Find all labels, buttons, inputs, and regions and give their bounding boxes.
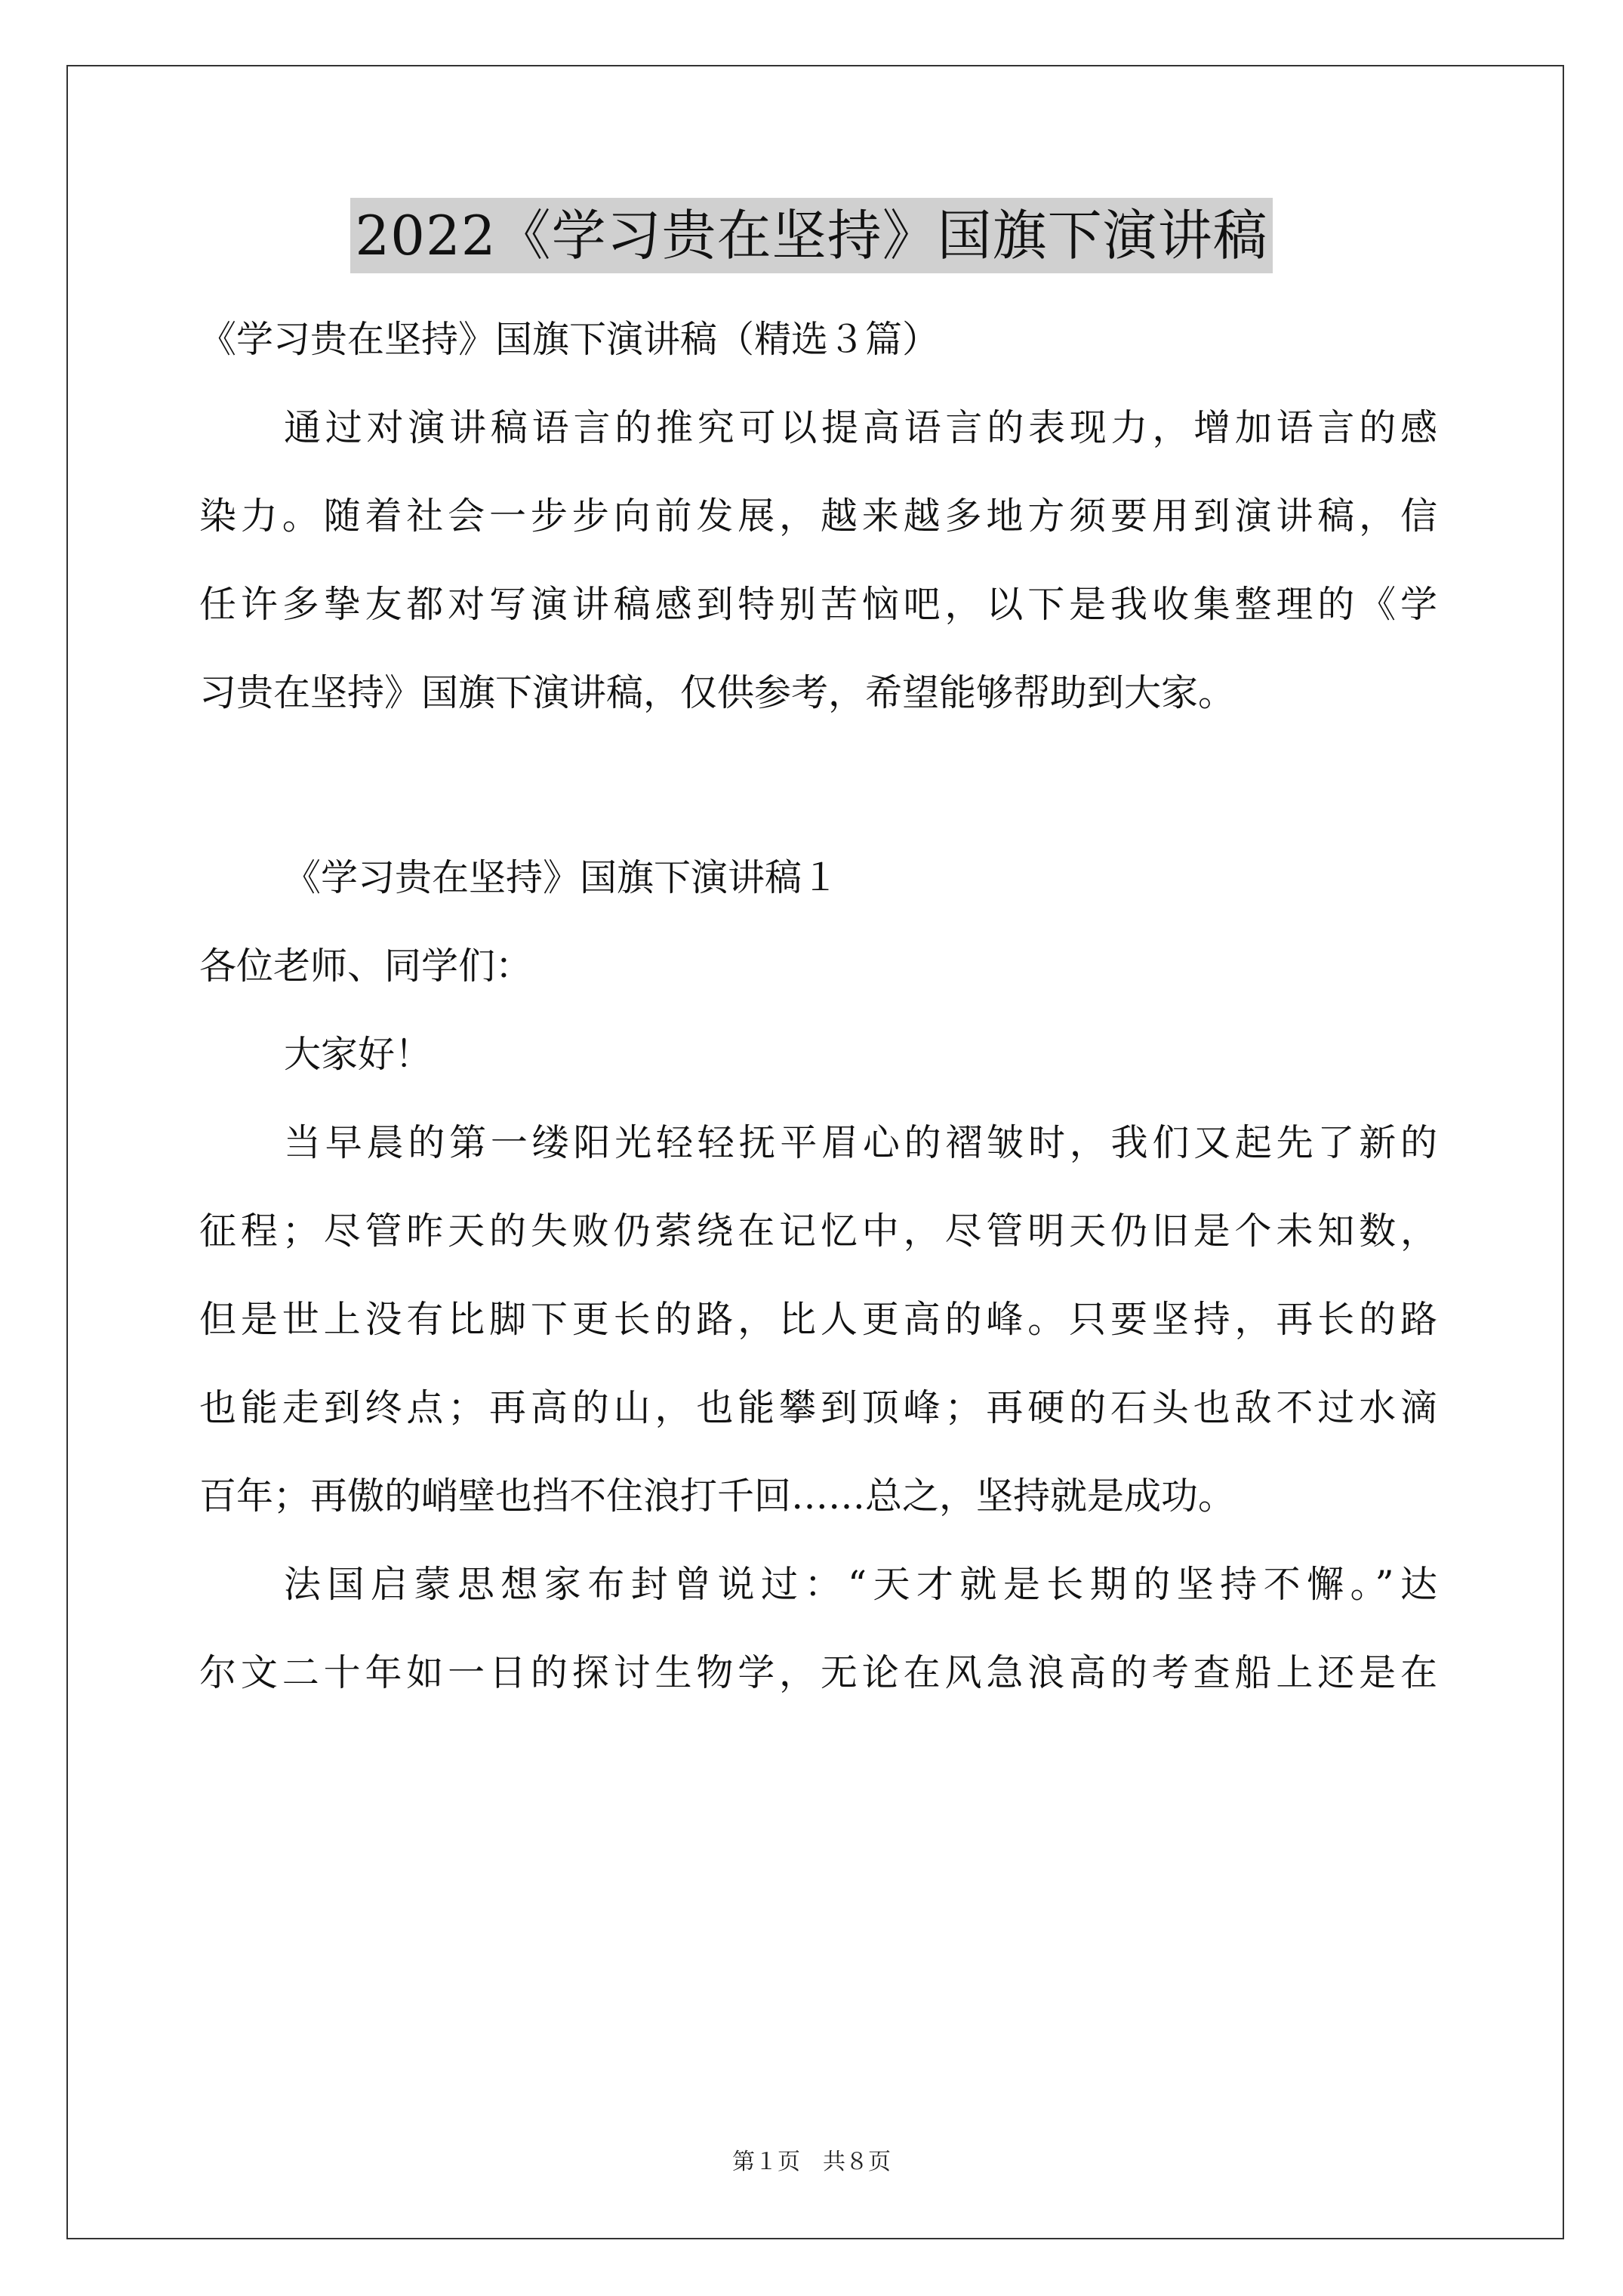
section-heading: 《学习贵在坚持》国旗下演讲稿１ (284, 856, 839, 899)
paragraph1-line-3: 但是世上没有比脚下更长的路，比人更高的峰。只要坚持，再长的路 (199, 1298, 1437, 1341)
paragraph1-line-4: 也能走到终点；再高的山，也能攀到顶峰；再硬的石头也敌不过水滴 (199, 1386, 1437, 1429)
paragraph1-line-5: 百年；再傲的峭壁也挡不住浪打千回……总之，坚持就是成功。 (199, 1475, 1236, 1518)
salutation: 各位老师、同学们： (199, 945, 533, 988)
page-footer: 第１页 共８页 (732, 2149, 891, 2175)
paragraph2-line-2: 尔文二十年如一日的探讨生物学，无论在风急浪高的考查船上还是在 (199, 1651, 1437, 1694)
document-title-wrap (0, 198, 1623, 273)
intro-line-1: 通过对演讲稿语言的推究可以提高语言的表现力，增加语言的感 (284, 406, 1437, 449)
greeting: 大家好！ (284, 1033, 433, 1076)
paragraph1-line-1: 当早晨的第一缕阳光轻轻抚平眉心的褶皱时，我们又起先了新的 (284, 1121, 1437, 1164)
intro-line-2: 染力。随着社会一步步向前发展，越来越多地方须要用到演讲稿，信 (199, 495, 1437, 538)
intro-line-3: 任许多挚友都对写演讲稿感到特别苦恼吧，以下是我收集整理的《学 (199, 583, 1437, 626)
document-title: 2022《学习贵在坚持》国旗下演讲稿 (350, 198, 1272, 273)
subtitle: 《学习贵在坚持》国旗下演讲稿（精选３篇） (199, 318, 940, 361)
paragraph1-line-2: 征程；尽管昨天的失败仍萦绕在记忆中，尽管明天仍旧是个未知数， (199, 1210, 1437, 1253)
intro-line-4: 习贵在坚持》国旗下演讲稿，仅供参考，希望能够帮助到大家。 (199, 671, 1236, 714)
paragraph2-line-1: 法国启蒙思想家布封曾说过：“天才就是长期的坚持不懈。”达 (284, 1563, 1437, 1606)
